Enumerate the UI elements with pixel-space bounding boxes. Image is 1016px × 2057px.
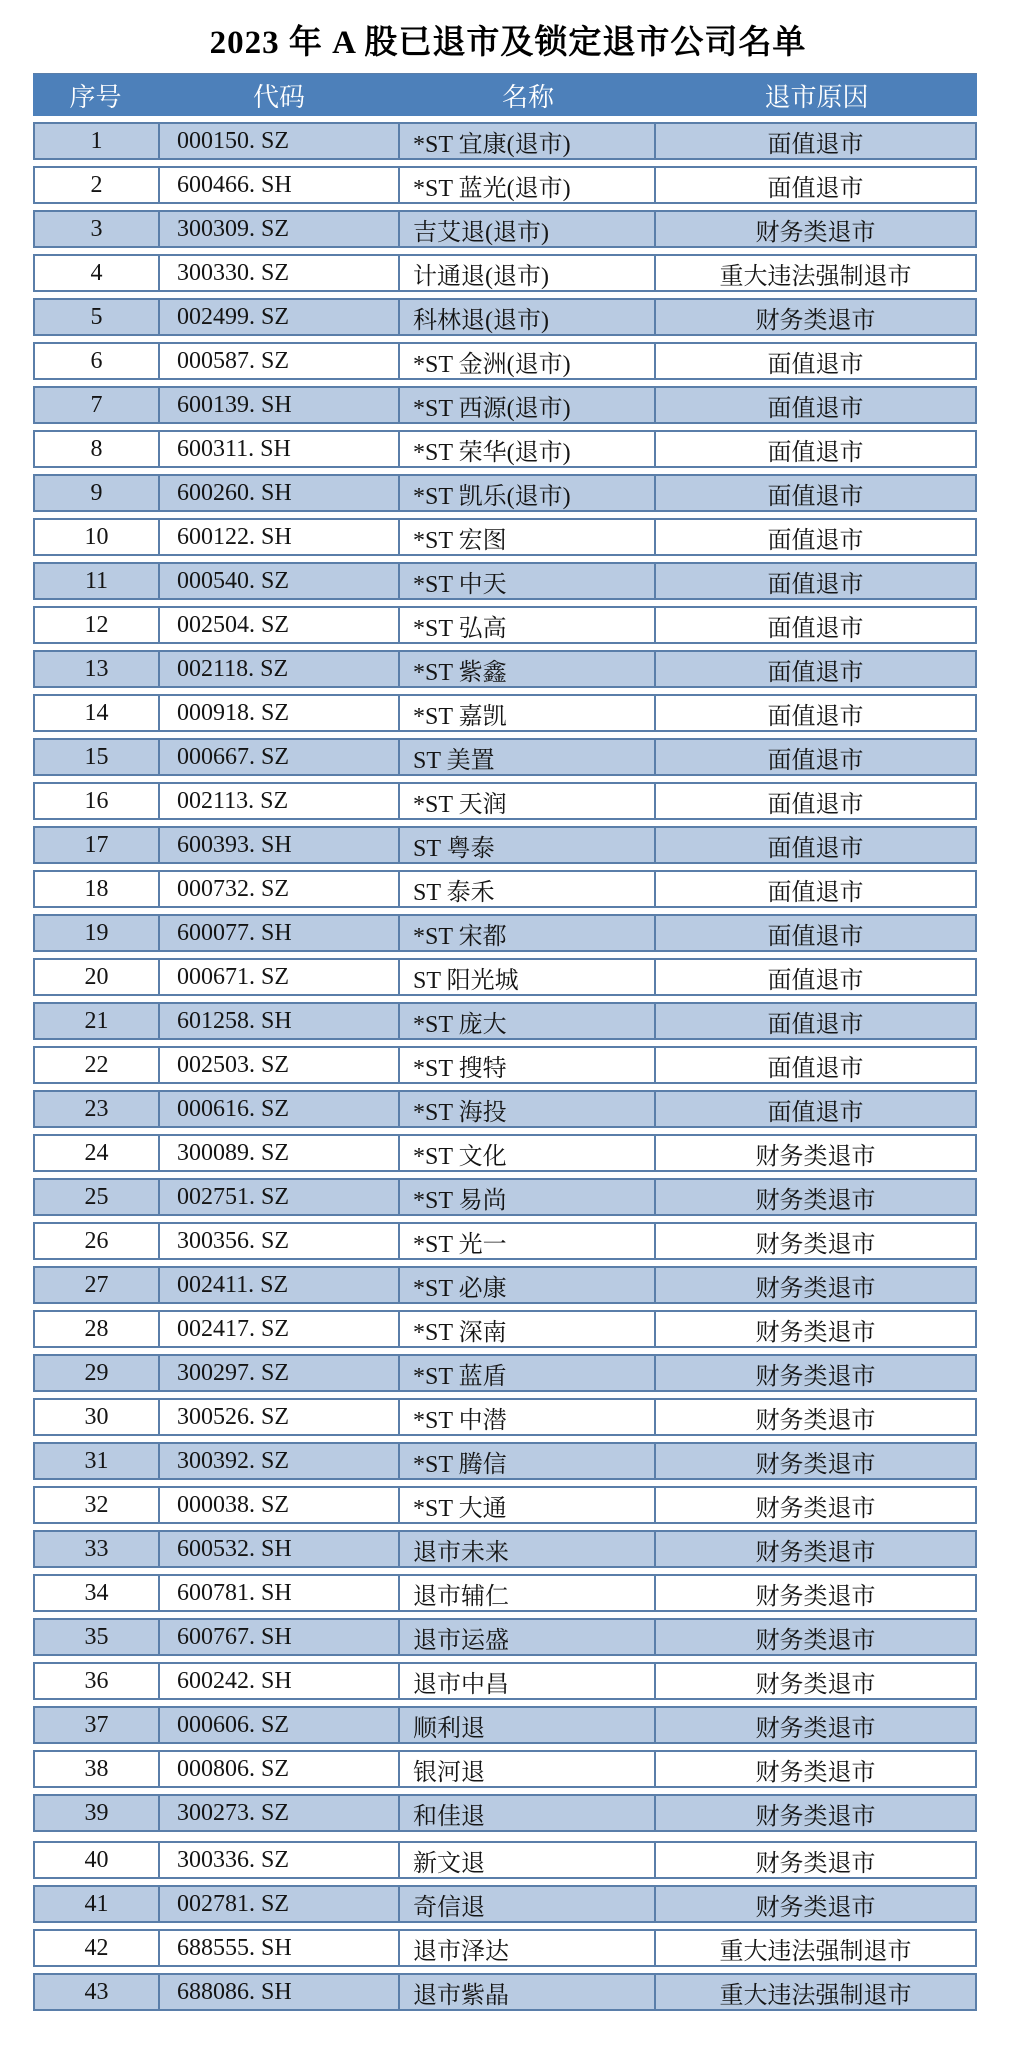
- name-cell: *ST 弘高: [398, 608, 654, 642]
- name-cell: *ST 金洲(退市): [398, 344, 654, 378]
- code-cell: 002417. SZ: [158, 1312, 398, 1346]
- table-row: [33, 1134, 977, 1172]
- code-cell: 600466. SH: [158, 168, 398, 202]
- table-row: [33, 1618, 977, 1656]
- reason-cell: 面值退市: [654, 124, 975, 158]
- page-title: 2023 年 A 股已退市及锁定退市公司名单: [209, 25, 807, 61]
- reason-cell: 财务类退市: [654, 1708, 975, 1742]
- seq-cell: 12: [84, 611, 109, 638]
- table-row: [33, 694, 977, 732]
- code-cell: 002504. SZ: [158, 608, 398, 642]
- name-cell: ST 美置: [398, 740, 654, 774]
- name-cell: 和佳退: [398, 1796, 654, 1830]
- seq-cell: 17: [84, 831, 109, 858]
- reason-cell: 面值退市: [654, 1048, 975, 1082]
- code-cell: 600122. SH: [158, 520, 398, 554]
- table-row: [33, 166, 977, 204]
- table-row: [33, 1178, 977, 1216]
- name-cell: 退市运盛: [398, 1620, 654, 1654]
- name-cell: *ST 中潜: [398, 1400, 654, 1434]
- reason-cell: 财务类退市: [654, 1444, 975, 1478]
- seq-cell: 22: [84, 1051, 109, 1078]
- code-cell: 300309. SZ: [158, 212, 398, 246]
- table-row: [33, 122, 977, 160]
- reason-cell: 面值退市: [654, 652, 975, 686]
- table-row: [33, 1398, 977, 1436]
- reason-cell: 面值退市: [654, 1092, 975, 1126]
- name-cell: 吉艾退(退市): [398, 212, 654, 246]
- reason-cell: 财务类退市: [654, 1532, 975, 1566]
- code-cell: 300526. SZ: [158, 1400, 398, 1434]
- name-cell: *ST 光一: [398, 1224, 654, 1258]
- seq-cell: 40: [84, 1846, 109, 1873]
- code-cell: 600781. SH: [158, 1576, 398, 1610]
- reason-cell: 重大违法强制退市: [654, 1931, 975, 1965]
- code-cell: 600077. SH: [158, 916, 398, 950]
- header-name: 名称: [501, 82, 554, 112]
- code-cell: 000732. SZ: [158, 872, 398, 906]
- table-row: [33, 562, 977, 600]
- name-cell: *ST 宏图: [398, 520, 654, 554]
- name-cell: 退市中昌: [398, 1664, 654, 1698]
- seq-cell: 39: [84, 1799, 109, 1826]
- code-cell: 002113. SZ: [158, 784, 398, 818]
- table-row: [33, 782, 977, 820]
- name-cell: *ST 庞大: [398, 1004, 654, 1038]
- seq-cell: 41: [84, 1890, 109, 1917]
- name-cell: *ST 大通: [398, 1488, 654, 1522]
- table-row: [33, 1354, 977, 1392]
- seq-cell: 29: [84, 1359, 109, 1386]
- code-cell: 688086. SH: [158, 1975, 398, 2009]
- name-cell: 科林退(退市): [398, 300, 654, 334]
- seq-cell: 43: [84, 1978, 109, 2005]
- reason-cell: 财务类退市: [654, 1224, 975, 1258]
- table-row: [33, 650, 977, 688]
- reason-cell: 面值退市: [654, 344, 975, 378]
- table-row: [33, 870, 977, 908]
- code-cell: 002503. SZ: [158, 1048, 398, 1082]
- name-cell: ST 阳光城: [398, 960, 654, 994]
- code-cell: 300336. SZ: [158, 1843, 398, 1877]
- seq-cell: 35: [84, 1623, 109, 1650]
- table-row: [33, 342, 977, 380]
- name-cell: *ST 荣华(退市): [398, 432, 654, 466]
- seq-cell: 13: [84, 655, 109, 682]
- seq-cell: 38: [84, 1755, 109, 1782]
- reason-cell: 财务类退市: [654, 212, 975, 246]
- seq-cell: 3: [90, 215, 103, 242]
- code-cell: 002499. SZ: [158, 300, 398, 334]
- code-cell: 600311. SH: [158, 432, 398, 466]
- seq-cell: 4: [90, 259, 103, 286]
- seq-cell: 14: [84, 699, 109, 726]
- code-cell: 002411. SZ: [158, 1268, 398, 1302]
- name-cell: *ST 必康: [398, 1268, 654, 1302]
- reason-cell: 财务类退市: [654, 1576, 975, 1610]
- reason-cell: 面值退市: [654, 520, 975, 554]
- table-header-row: [33, 73, 977, 116]
- seq-cell: 25: [84, 1183, 109, 1210]
- name-cell: *ST 宋都: [398, 916, 654, 950]
- reason-cell: 财务类退市: [654, 1664, 975, 1698]
- name-cell: *ST 蓝光(退市): [398, 168, 654, 202]
- seq-cell: 30: [84, 1403, 109, 1430]
- name-cell: *ST 腾信: [398, 1444, 654, 1478]
- reason-cell: 财务类退市: [654, 1268, 975, 1302]
- reason-cell: 面值退市: [654, 476, 975, 510]
- table-row: [33, 738, 977, 776]
- code-cell: 300297. SZ: [158, 1356, 398, 1390]
- table-row: [33, 1794, 977, 1832]
- code-cell: 000616. SZ: [158, 1092, 398, 1126]
- delisted-companies-table: [33, 73, 977, 2017]
- seq-cell: 15: [84, 743, 109, 770]
- seq-cell: 24: [84, 1139, 109, 1166]
- reason-cell: 财务类退市: [654, 1752, 975, 1786]
- reason-cell: 面值退市: [654, 696, 975, 730]
- table-row: [33, 1002, 977, 1040]
- reason-cell: 财务类退市: [654, 1887, 975, 1921]
- name-cell: *ST 深南: [398, 1312, 654, 1346]
- code-cell: 600260. SH: [158, 476, 398, 510]
- seq-cell: 2: [90, 171, 103, 198]
- code-cell: 000806. SZ: [158, 1752, 398, 1786]
- reason-cell: 财务类退市: [654, 1136, 975, 1170]
- name-cell: 退市辅仁: [398, 1576, 654, 1610]
- reason-cell: 面值退市: [654, 432, 975, 466]
- reason-cell: 财务类退市: [654, 1400, 975, 1434]
- table-row: [33, 1574, 977, 1612]
- reason-cell: 面值退市: [654, 1004, 975, 1038]
- reason-cell: 财务类退市: [654, 300, 975, 334]
- name-cell: *ST 西源(退市): [398, 388, 654, 422]
- reason-cell: 重大违法强制退市: [654, 1975, 975, 2009]
- seq-cell: 8: [90, 435, 103, 462]
- name-cell: *ST 嘉凯: [398, 696, 654, 730]
- code-cell: 601258. SH: [158, 1004, 398, 1038]
- code-cell: 000671. SZ: [158, 960, 398, 994]
- code-cell: 000918. SZ: [158, 696, 398, 730]
- table-row: [33, 254, 977, 292]
- reason-cell: 重大违法强制退市: [654, 256, 975, 290]
- header-seq: 序号: [69, 82, 122, 112]
- code-cell: 000038. SZ: [158, 1488, 398, 1522]
- seq-cell: 34: [84, 1579, 109, 1606]
- table-row: [33, 298, 977, 336]
- reason-cell: 面值退市: [654, 960, 975, 994]
- table-row: [33, 1885, 977, 1923]
- code-cell: 300330. SZ: [158, 256, 398, 290]
- reason-cell: 面值退市: [654, 168, 975, 202]
- code-cell: 002751. SZ: [158, 1180, 398, 1214]
- name-cell: *ST 蓝盾: [398, 1356, 654, 1390]
- reason-cell: 面值退市: [654, 872, 975, 906]
- name-cell: 退市未来: [398, 1532, 654, 1566]
- table-row: [33, 1486, 977, 1524]
- table-row: [33, 1706, 977, 1744]
- code-cell: 002781. SZ: [158, 1887, 398, 1921]
- header-code: 代码: [252, 82, 305, 112]
- code-cell: 300089. SZ: [158, 1136, 398, 1170]
- code-cell: 002118. SZ: [158, 652, 398, 686]
- seq-cell: 33: [84, 1535, 109, 1562]
- table-row: [33, 1750, 977, 1788]
- seq-cell: 36: [84, 1667, 109, 1694]
- reason-cell: 财务类退市: [654, 1796, 975, 1830]
- table-row: [33, 1662, 977, 1700]
- name-cell: *ST 凯乐(退市): [398, 476, 654, 510]
- name-cell: 退市紫晶: [398, 1975, 654, 2009]
- reason-cell: 面值退市: [654, 740, 975, 774]
- code-cell: 000606. SZ: [158, 1708, 398, 1742]
- reason-cell: 财务类退市: [654, 1180, 975, 1214]
- name-cell: 顺利退: [398, 1708, 654, 1742]
- seq-cell: 11: [84, 567, 109, 594]
- reason-cell: 财务类退市: [654, 1488, 975, 1522]
- table-row: [33, 1841, 977, 1879]
- code-cell: 600139. SH: [158, 388, 398, 422]
- reason-cell: 面值退市: [654, 916, 975, 950]
- code-cell: 300356. SZ: [158, 1224, 398, 1258]
- seq-cell: 7: [90, 391, 103, 418]
- seq-cell: 37: [84, 1711, 109, 1738]
- seq-cell: 21: [84, 1007, 109, 1034]
- seq-cell: 18: [84, 875, 109, 902]
- seq-cell: 6: [90, 347, 103, 374]
- table-row: [33, 386, 977, 424]
- table-row: [33, 1310, 977, 1348]
- header-reason: 退市原因: [764, 82, 869, 112]
- table-row: [33, 430, 977, 468]
- name-cell: ST 粤泰: [398, 828, 654, 862]
- table-body: [33, 122, 977, 2011]
- name-cell: 计通退(退市): [398, 256, 654, 290]
- table-row: [33, 1973, 977, 2011]
- code-cell: 000667. SZ: [158, 740, 398, 774]
- reason-cell: 面值退市: [654, 564, 975, 598]
- table-row: [33, 826, 977, 864]
- reason-cell: 财务类退市: [654, 1843, 975, 1877]
- name-cell: *ST 紫鑫: [398, 652, 654, 686]
- name-cell: *ST 海投: [398, 1092, 654, 1126]
- seq-cell: 26: [84, 1227, 109, 1254]
- name-cell: ST 泰禾: [398, 872, 654, 906]
- table-row: [33, 958, 977, 996]
- seq-cell: 23: [84, 1095, 109, 1122]
- table-row: [33, 1090, 977, 1128]
- table-row: [33, 1929, 977, 1967]
- code-cell: 000150. SZ: [158, 124, 398, 158]
- name-cell: *ST 搜特: [398, 1048, 654, 1082]
- name-cell: *ST 易尚: [398, 1180, 654, 1214]
- name-cell: *ST 天润: [398, 784, 654, 818]
- code-cell: 300273. SZ: [158, 1796, 398, 1830]
- seq-cell: 28: [84, 1315, 109, 1342]
- reason-cell: 面值退市: [654, 608, 975, 642]
- table-row: [33, 1046, 977, 1084]
- code-cell: 600242. SH: [158, 1664, 398, 1698]
- table-row: [33, 474, 977, 512]
- table-row: [33, 210, 977, 248]
- seq-cell: 31: [84, 1447, 109, 1474]
- reason-cell: 财务类退市: [654, 1312, 975, 1346]
- seq-cell: 16: [84, 787, 109, 814]
- code-cell: 000587. SZ: [158, 344, 398, 378]
- name-cell: *ST 中天: [398, 564, 654, 598]
- table-row: [33, 1442, 977, 1480]
- seq-cell: 19: [84, 919, 109, 946]
- seq-cell: 20: [84, 963, 109, 990]
- table-row: [33, 914, 977, 952]
- table-row: [33, 1222, 977, 1260]
- name-cell: *ST 宜康(退市): [398, 124, 654, 158]
- seq-cell: 1: [90, 127, 103, 154]
- table-row: [33, 1530, 977, 1568]
- name-cell: 新文退: [398, 1843, 654, 1877]
- code-cell: 300392. SZ: [158, 1444, 398, 1478]
- name-cell: 奇信退: [398, 1887, 654, 1921]
- seq-cell: 42: [84, 1934, 109, 1961]
- name-cell: *ST 文化: [398, 1136, 654, 1170]
- name-cell: 退市泽达: [398, 1931, 654, 1965]
- code-cell: 600532. SH: [158, 1532, 398, 1566]
- seq-cell: 9: [90, 479, 103, 506]
- reason-cell: 面值退市: [654, 784, 975, 818]
- seq-cell: 32: [84, 1491, 109, 1518]
- reason-cell: 面值退市: [654, 828, 975, 862]
- code-cell: 600393. SH: [158, 828, 398, 862]
- name-cell: 银河退: [398, 1752, 654, 1786]
- seq-cell: 27: [84, 1271, 109, 1298]
- table-row: [33, 518, 977, 556]
- code-cell: 600767. SH: [158, 1620, 398, 1654]
- seq-cell: 5: [90, 303, 103, 330]
- code-cell: 000540. SZ: [158, 564, 398, 598]
- reason-cell: 面值退市: [654, 388, 975, 422]
- table-row: [33, 606, 977, 644]
- reason-cell: 财务类退市: [654, 1356, 975, 1390]
- reason-cell: 财务类退市: [654, 1620, 975, 1654]
- code-cell: 688555. SH: [158, 1931, 398, 1965]
- seq-cell: 10: [84, 523, 109, 550]
- table-row: [33, 1266, 977, 1304]
